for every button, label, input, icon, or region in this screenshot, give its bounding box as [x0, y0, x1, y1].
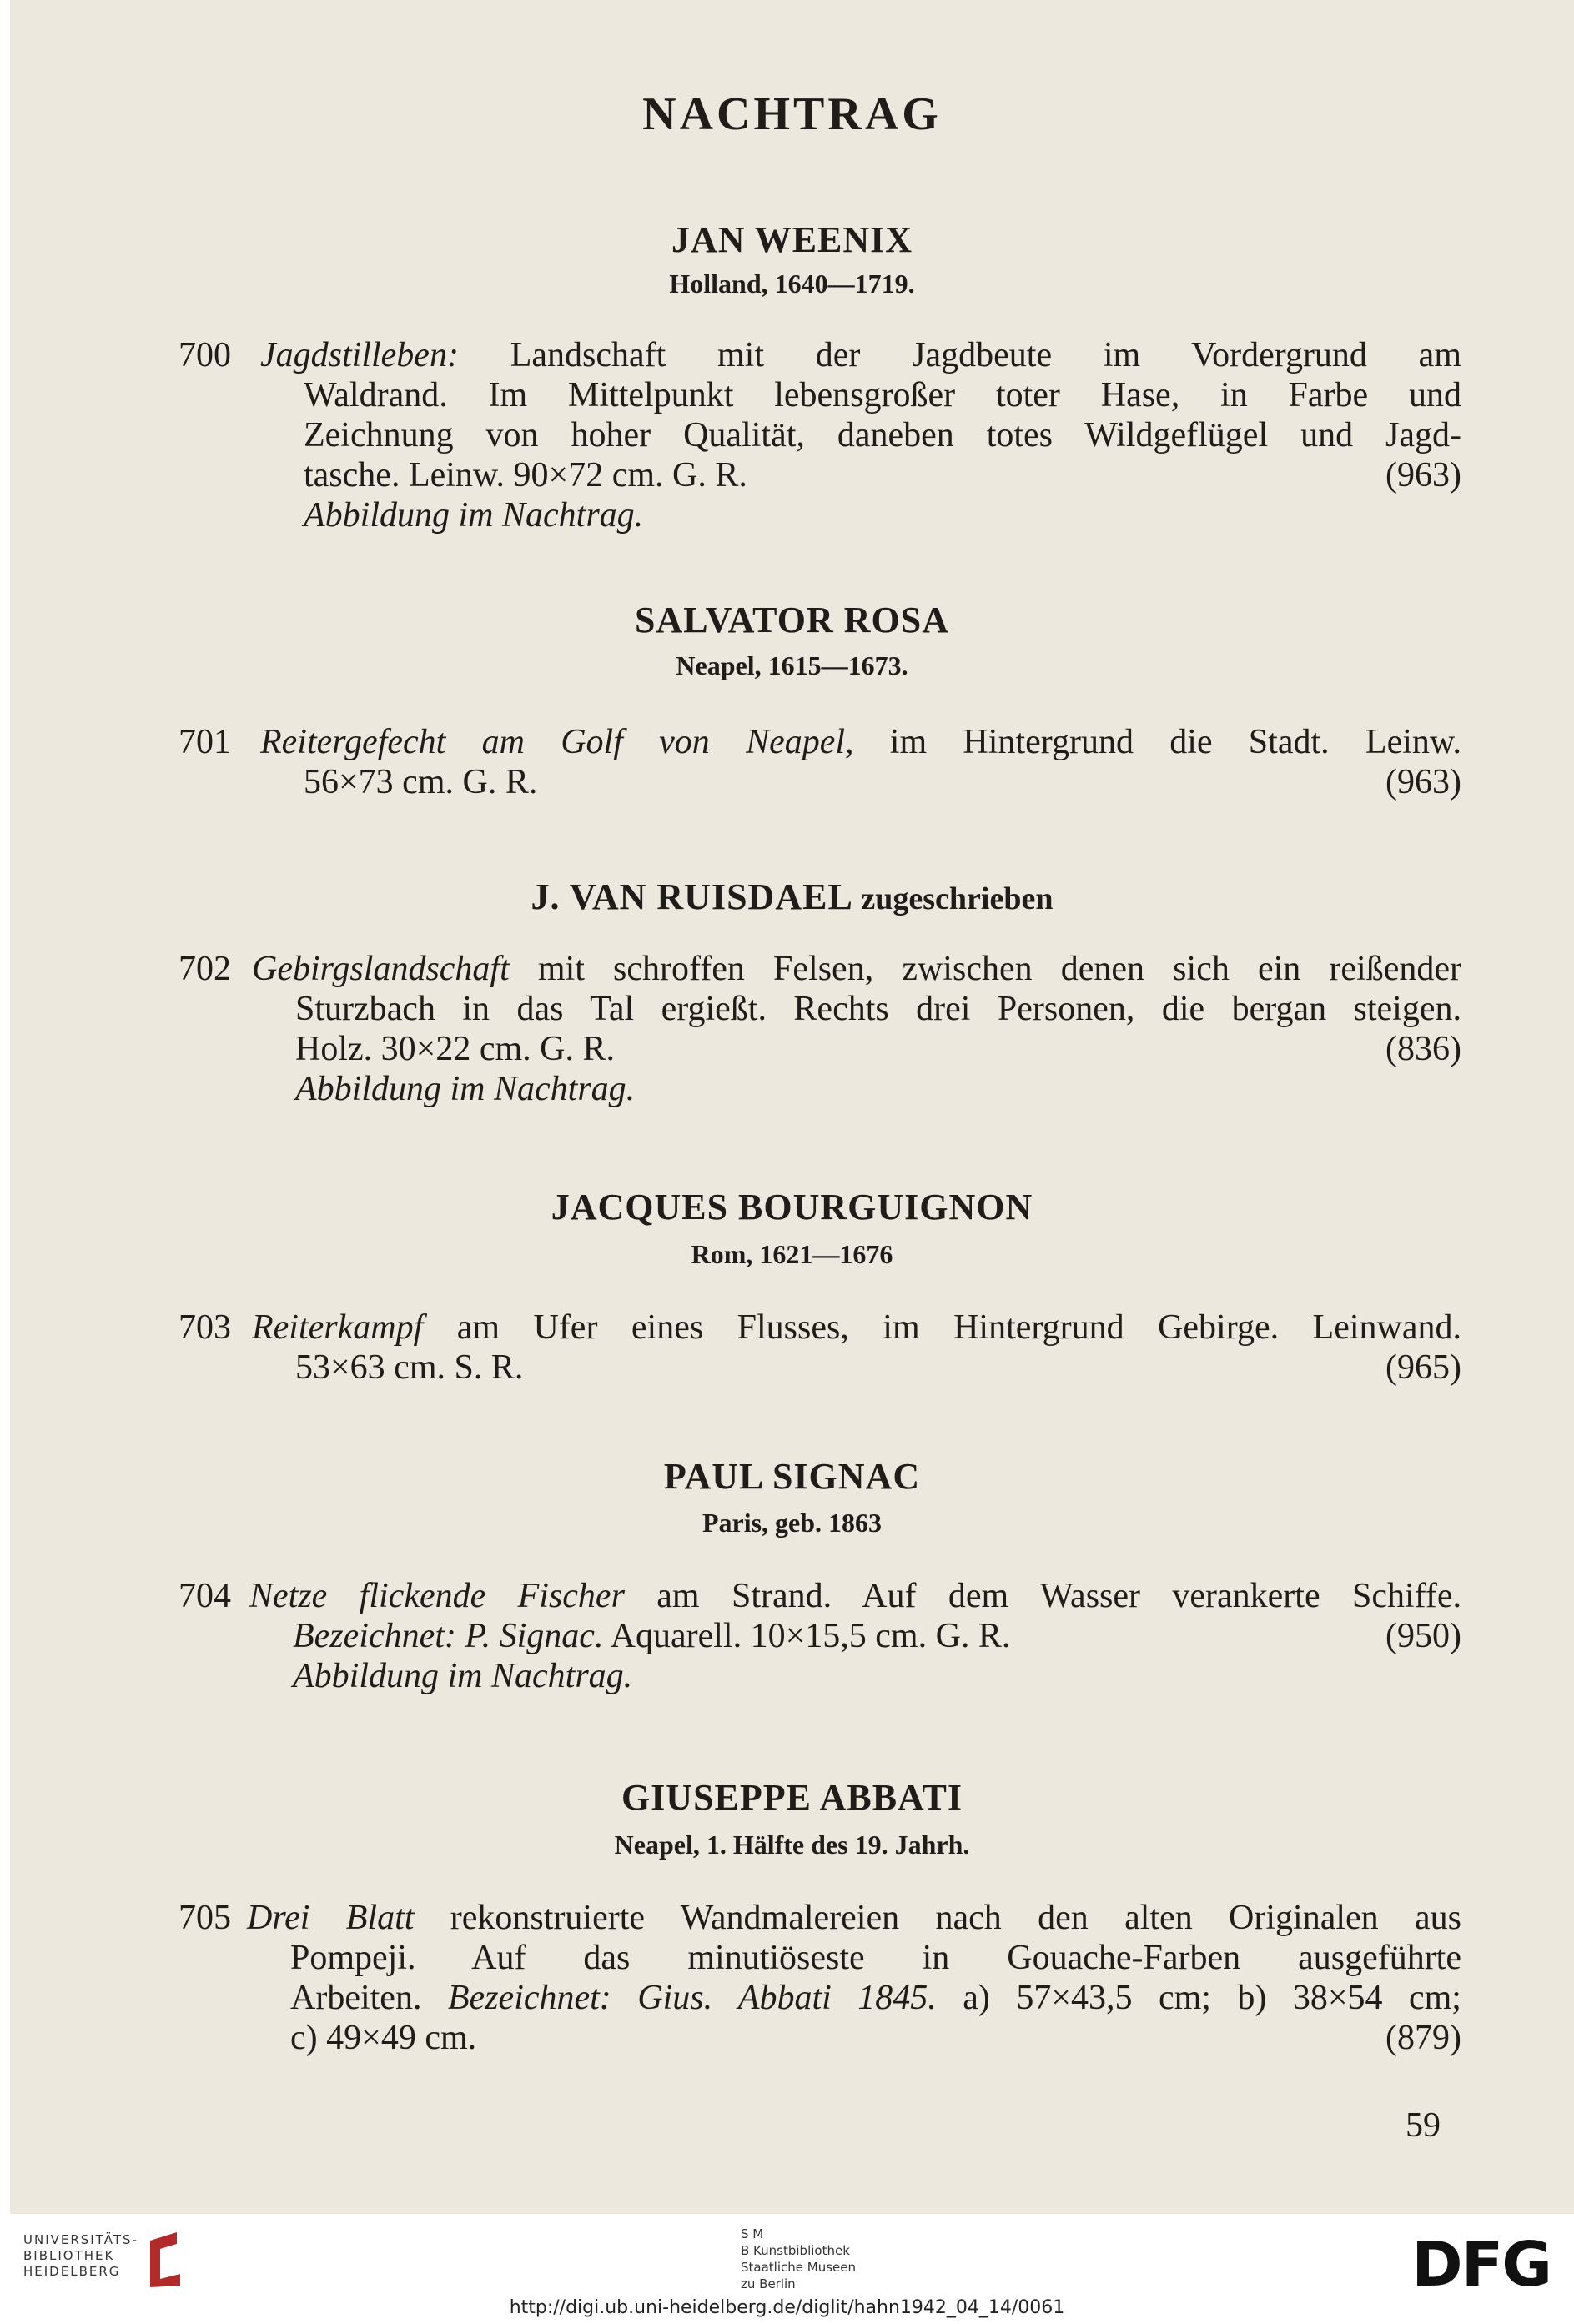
- entry-line: im Hintergrund die Stadt. Leinw.: [853, 723, 1461, 761]
- dfg-logo[interactable]: DFG: [1411, 2229, 1551, 2301]
- entry-title: Netze flickende Fischer: [249, 1577, 625, 1615]
- entry-title: Jagdstilleben:: [260, 336, 459, 374]
- entry-line: 53×63 cm. S. R.: [295, 1348, 524, 1387]
- signature-note: Bezeichnet: P. Signac.: [293, 1617, 604, 1655]
- artist-origin: Paris, geb. 1863: [702, 1508, 883, 1538]
- entry-price: (879): [1385, 2019, 1461, 2057]
- attribution-note: zugeschrieben: [861, 881, 1054, 916]
- illustration-note: Abbildung im Nachtrag.: [304, 496, 644, 535]
- entry-price: (963): [1385, 763, 1461, 801]
- entry-line: Pompeji. Auf das minutiöseste in Gouache-Farben ausgeführte: [290, 1939, 1461, 1977]
- entry-text: [260, 722, 1461, 802]
- page-number: 59: [1406, 2106, 1441, 2145]
- entry-price: (950): [1385, 1617, 1461, 1655]
- entry-line: Landschaft mit der Jagdbeute im Vordergrund am: [458, 336, 1461, 374]
- page-title: NACHTRAG: [642, 88, 942, 140]
- artist-origin: Holland, 1640—1719.: [669, 269, 915, 299]
- entry-line: Waldrand. Im Mittelpunkt lebensgroßer toter Hase, in Farbe und: [304, 376, 1461, 414]
- entry-number: 700: [179, 336, 231, 374]
- entry-line: am Strand. Auf dem Wasser verankerte Schiffe.: [624, 1577, 1461, 1615]
- entry-line: Holz. 30×22 cm. G. R.: [295, 1030, 615, 1068]
- artist-origin: Neapel, 1615—1673.: [676, 650, 908, 680]
- entry-title: Drei Blatt: [247, 1899, 415, 1937]
- entry-price: (836): [1385, 1030, 1461, 1068]
- entry-line: rekonstruierte Wandmalereien nach den alten Originalen aus: [414, 1899, 1461, 1937]
- entry-number: 705: [179, 1899, 231, 1937]
- entry-line: Arbeiten.: [290, 1979, 448, 2017]
- signature-note: Bezeichnet: Gius. Abbati 1845.: [447, 1979, 937, 2017]
- illustration-note: Abbildung im Nachtrag.: [295, 1070, 636, 1108]
- entry-line-text: a) 57×43,5 cm; b) 38×54 cm;: [936, 1979, 1461, 2017]
- document-page: [10, 0, 1574, 2214]
- entry-line: 56×73 cm. G. R.: [304, 763, 538, 801]
- entry-price: (965): [1385, 1348, 1461, 1387]
- source-url[interactable]: http://digi.ub.uni-heidelberg.de/diglit/hahn1942_04_14/0061: [509, 2297, 1065, 2318]
- entry-text: [260, 335, 1461, 535]
- entry-line-text: Aquarell. 10×15,5 cm. G. R.: [603, 1617, 1011, 1655]
- entry-line: mit schroffen Felsen, zwischen denen sich ein reißender: [509, 950, 1461, 988]
- viewer-footer: [0, 2214, 1574, 2324]
- entry-number: 702: [179, 950, 231, 988]
- entry-line: Sturzbach in das Tal ergießt. Rechts drei Personen, die bergan steigen.: [295, 990, 1461, 1028]
- illustration-note: Abbildung im Nachtrag.: [293, 1657, 633, 1695]
- entry-line: Zeichnung von hoher Qualität, daneben totes Wildgeflügel und Jagd-: [304, 416, 1461, 454]
- artist-name: SALVATOR ROSA: [635, 600, 949, 640]
- entry-title: Reiterkampf: [252, 1308, 424, 1347]
- entry-line: tasche. Leinw. 90×72 cm. G. R.: [304, 456, 747, 494]
- artist-origin: Neapel, 1. Hälfte des 19. Jahrh.: [614, 1830, 970, 1860]
- artist-name-text: J. VAN RUISDAEL: [531, 876, 852, 917]
- entry-text: [249, 1576, 1461, 1696]
- university-mark-icon: [143, 2229, 187, 2292]
- entry-line: am Ufer eines Flusses, im Hintergrund Gebirge. Leinwand.: [423, 1308, 1461, 1347]
- entry-title: Gebirgslandschaft: [252, 950, 510, 988]
- artist-name: GIUSEPPE ABBATI: [621, 1777, 963, 1818]
- entry-text: [252, 1308, 1461, 1388]
- entry-text: [247, 1898, 1461, 2058]
- kunstbibliothek-logo[interactable]: S M B Kunstbibliothek Staatliche Museen zu Berlin: [741, 2226, 856, 2291]
- artist-name: [10, 876, 1574, 918]
- entry-number: 703: [179, 1308, 231, 1347]
- entry-number: 701: [179, 723, 231, 761]
- artist-origin: Rom, 1621—1676: [691, 1239, 893, 1269]
- entry-line: [293, 1616, 1010, 1656]
- entry-number: 704: [179, 1577, 231, 1615]
- university-library-logo[interactable]: UNIVERSITÄTS- BIBLIOTHEK HEIDELBERG: [23, 2232, 138, 2279]
- entry-price: (963): [1385, 456, 1461, 494]
- artist-name: JAN WEENIX: [671, 219, 913, 260]
- entry-line: c) 49×49 cm.: [290, 2019, 477, 2057]
- artist-name: PAUL SIGNAC: [663, 1456, 921, 1497]
- entry-text: [252, 949, 1461, 1109]
- entry-title: Reitergefecht am Golf von Neapel,: [260, 723, 854, 761]
- artist-name: JACQUES BOURGUIGNON: [551, 1187, 1033, 1227]
